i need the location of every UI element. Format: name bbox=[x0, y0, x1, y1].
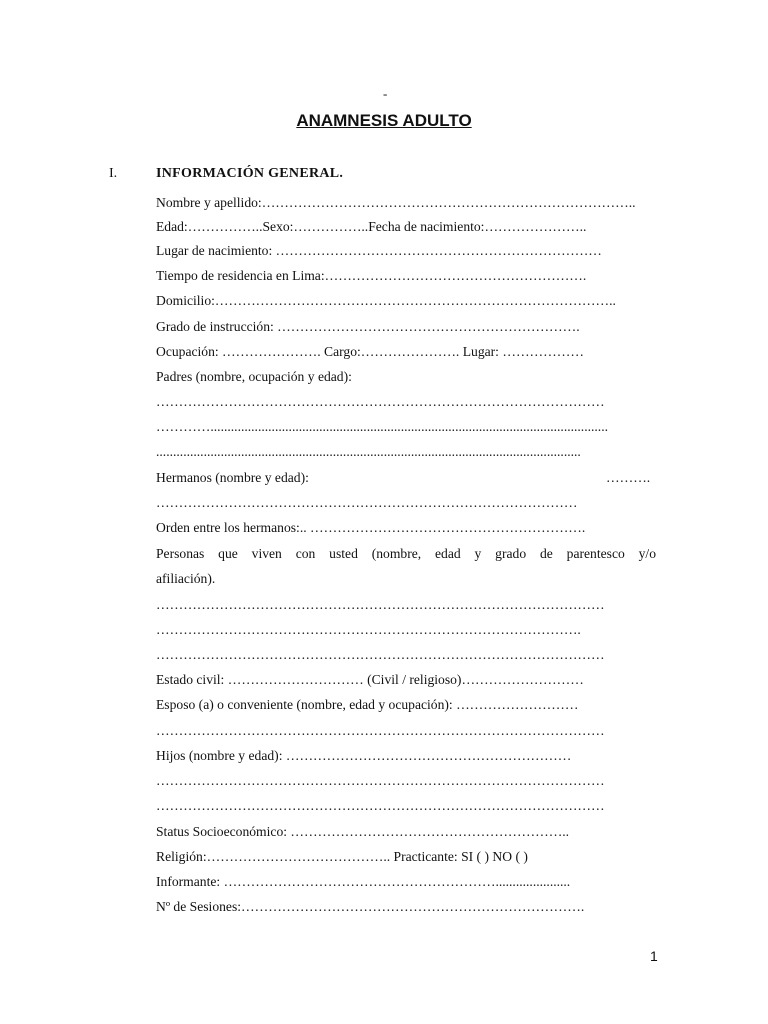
padres-line-3: ............................................................................................................................. bbox=[156, 444, 581, 459]
field-orden-hermanos: Orden entre los hermanos:.. ……………………………………………………. bbox=[156, 520, 586, 535]
hijos-line-1: ……………………………………………………………………………………… bbox=[156, 773, 605, 788]
page-number: 1 bbox=[650, 948, 658, 964]
field-hermanos-label: Hermanos (nombre y edad): bbox=[156, 470, 309, 485]
field-grado-instruccion: Grado de instrucción: …………………………………………………………. bbox=[156, 319, 580, 334]
field-personas-label-cont: afiliación). bbox=[156, 571, 216, 586]
field-numero-sesiones: Nº de Sesiones:…………………………………………………………………. bbox=[156, 899, 585, 914]
padres-line-1: ……………………………………………………………………………………… bbox=[156, 394, 605, 409]
padres-line-2: …………..................................................................................................................... bbox=[156, 419, 608, 434]
top-mark: - bbox=[383, 86, 388, 101]
hijos-line-2: ……………………………………………………………………………………… bbox=[156, 798, 605, 813]
field-estado-civil: Estado civil: ………………………… (Civil / religioso)……………………… bbox=[156, 672, 584, 687]
hermanos-line-1: ………………………………………………………………………………… bbox=[156, 495, 578, 510]
personas-line-2: …………………………………………………………………………………. bbox=[156, 622, 581, 637]
field-status-socioeconomico: Status Socioeconómico: …………………………………………………….. bbox=[156, 824, 570, 839]
field-tiempo-residencia: Tiempo de residencia en Lima:…………………………………………………. bbox=[156, 268, 587, 283]
field-religion: Religión:………………………………….. Practicante: SI ( ) NO ( ) bbox=[156, 849, 528, 864]
hermanos-trailing-dots: ………. bbox=[606, 470, 651, 485]
esposo-line-1: ……………………………………………………………………………………… bbox=[156, 723, 605, 738]
field-nombre: Nombre y apellido:……………………………………………………………………….. bbox=[156, 195, 636, 210]
field-informante: Informante: ……………………………………………………...................... bbox=[156, 874, 571, 889]
personas-line-3: ……………………………………………………………………………………… bbox=[156, 647, 605, 662]
field-personas-label: Personas que viven con usted (nombre, edad y grado de parentesco y/o bbox=[156, 546, 656, 561]
field-edad-sexo-fecha: Edad:……………..Sexo:……………..Fecha de nacimiento:………………….. bbox=[156, 219, 587, 234]
page-title: ANAMNESIS ADULTO bbox=[296, 111, 472, 130]
field-ocupacion: Ocupación: …………………. Cargo:…………………. Lugar: ……………… bbox=[156, 344, 584, 359]
field-hijos: Hijos (nombre y edad): ……………………………………………………… bbox=[156, 748, 572, 763]
field-esposo: Esposo (a) o conveniente (nombre, edad y ocupación): ……………………… bbox=[156, 697, 579, 712]
section-title: INFORMACIÓN GENERAL. bbox=[156, 166, 344, 181]
section-number: I. bbox=[109, 166, 118, 181]
personas-line-1: ……………………………………………………………………………………… bbox=[156, 597, 605, 612]
field-domicilio: Domicilio:…………………………………………………………………………….. bbox=[156, 293, 616, 308]
field-padres-label: Padres (nombre, ocupación y edad): bbox=[156, 369, 352, 384]
field-lugar-nacimiento: Lugar de nacimiento: ……………………………………………………………… bbox=[156, 243, 602, 258]
